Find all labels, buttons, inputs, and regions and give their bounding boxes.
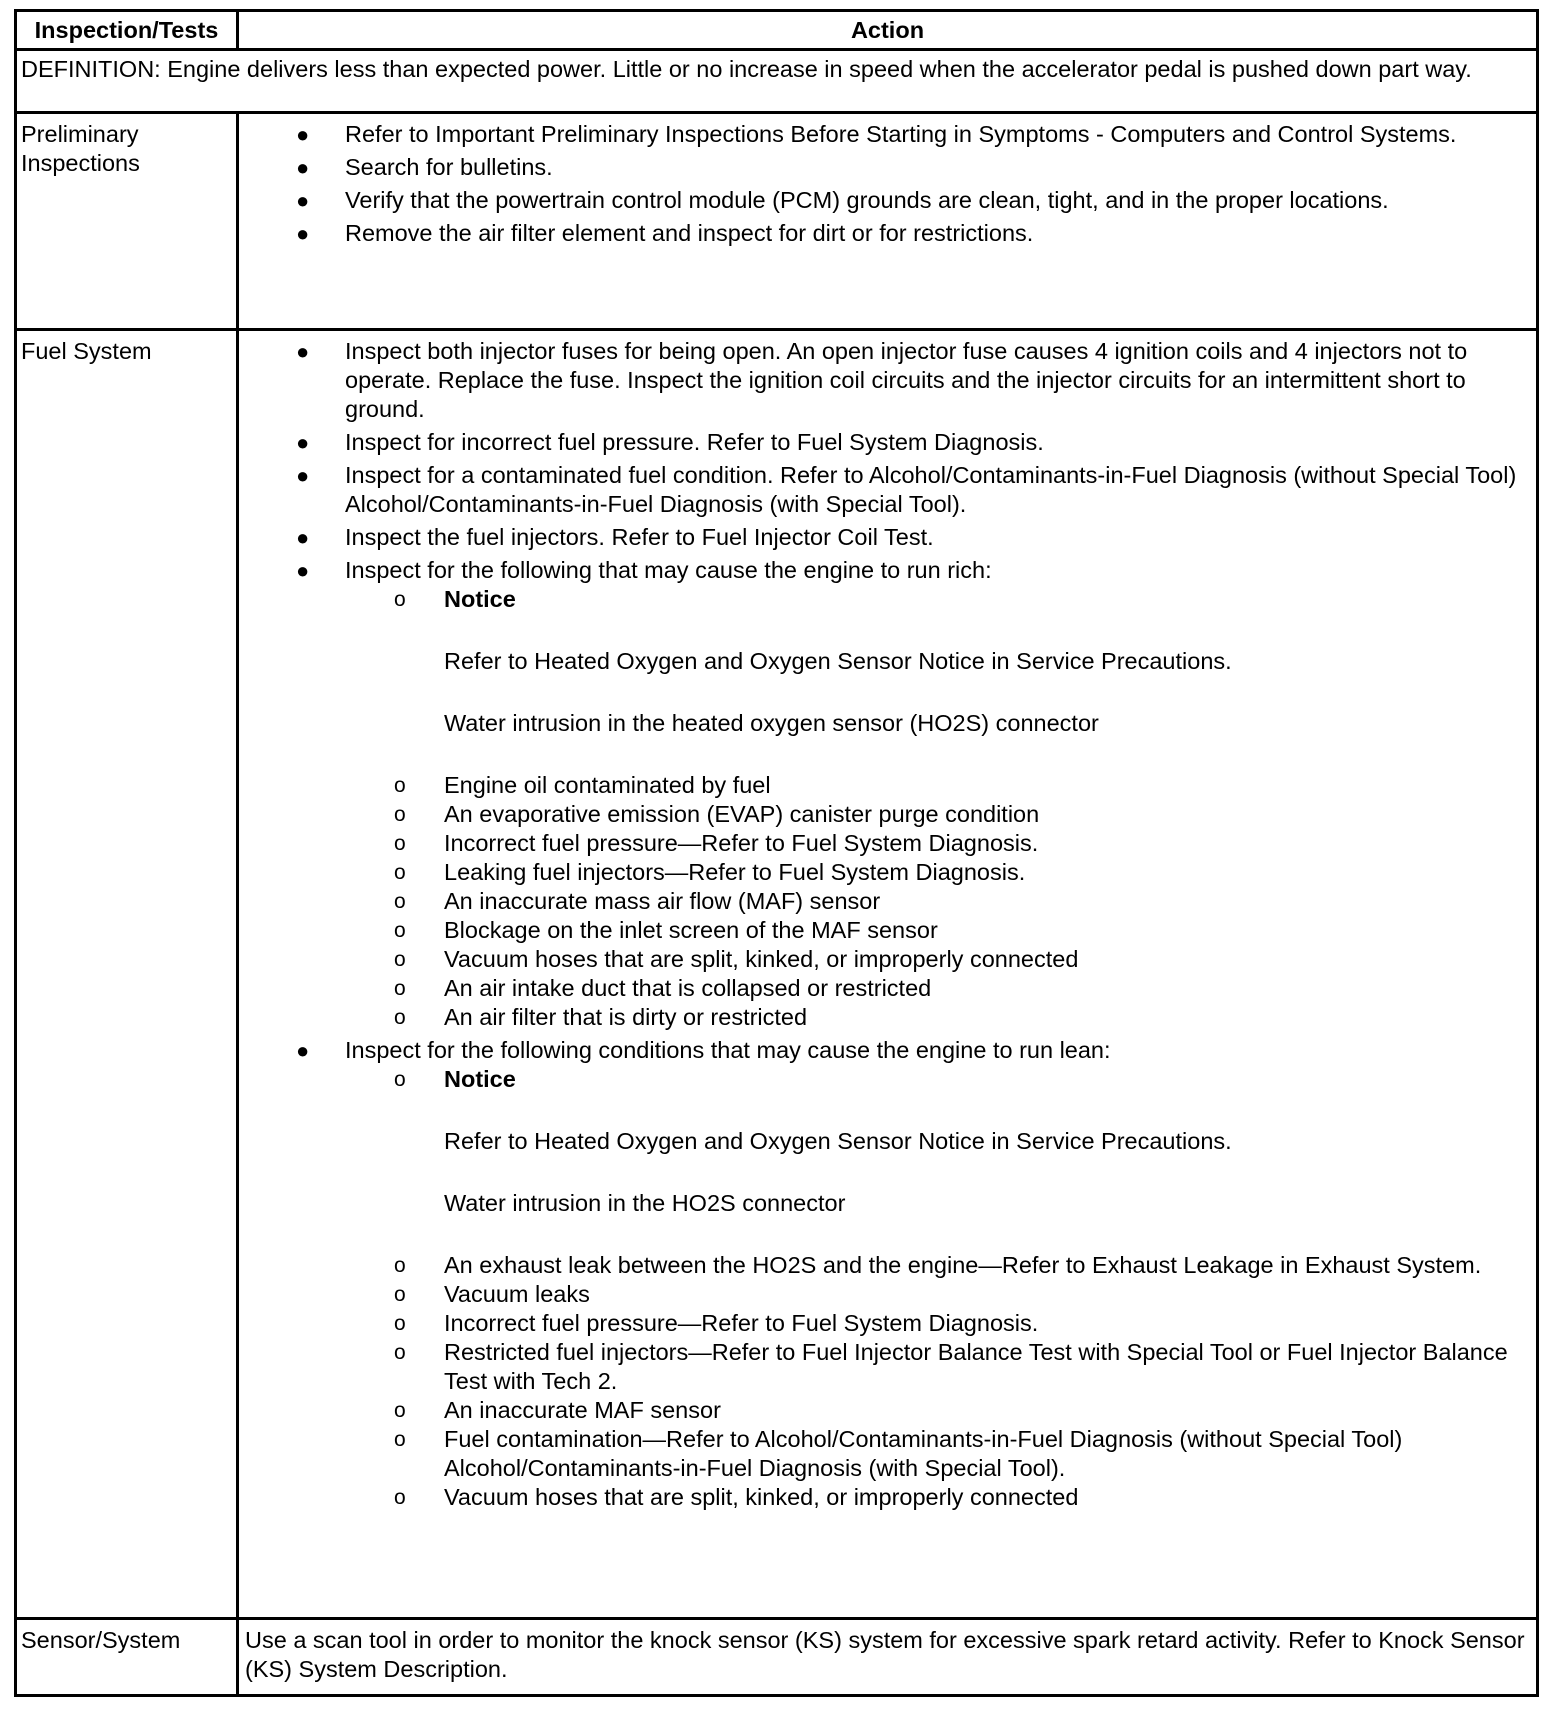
circle-bullet-icon: o	[394, 1312, 406, 1335]
list-item: o Incorrect fuel pressure—Refer to Fuel System Diagnosis.	[394, 1310, 1039, 1336]
list-item: ● Refer to Important Preliminary Inspections Before Starting in Symptoms - Computers and Control Systems.	[296, 121, 1457, 147]
bullet-icon: ●	[296, 558, 310, 583]
circle-bullet-icon: o	[394, 1006, 406, 1029]
preliminary-action	[238, 113, 1538, 330]
bullet-icon: ●	[296, 188, 310, 213]
sensor-system-row	[16, 1619, 1538, 1696]
bullet-icon: ●	[296, 155, 310, 180]
circle-bullet-icon: o	[394, 1428, 406, 1451]
bullet-icon: ●	[296, 430, 310, 455]
list-item: o Vacuum hoses that are split, kinked, or improperly connected	[394, 1484, 1079, 1510]
header-row	[16, 11, 1538, 50]
preliminary-list	[239, 120, 1536, 248]
circle-bullet-icon: o	[394, 919, 406, 942]
sensor-system-action: Use a scan tool in order to monitor the knock sensor (KS) system for excessive spark retard activity. Refer to Knock Sensor (KS) System Description.	[238, 1619, 1538, 1696]
list-item: o Vacuum leaks	[394, 1281, 590, 1307]
notice-text: Water intrusion in the HO2S connector	[444, 1190, 846, 1216]
list-item: o Blockage on the inlet screen of the MAF sensor	[394, 917, 938, 943]
list-item: o Restricted fuel injectors—Refer to Fuel Injector Balance Test with Special Tool or Fuel Injector Balance Test with Tech 2.	[394, 1339, 1508, 1394]
circle-bullet-icon: o	[394, 861, 406, 884]
rich-conditions-item	[239, 556, 1536, 1032]
rich-sublist	[394, 585, 1530, 1032]
circle-bullet-icon: o	[394, 948, 406, 971]
fuel-system-action	[238, 330, 1538, 1619]
rich-intro: Inspect for the following that may cause the engine to run rich:	[345, 557, 992, 583]
list-item: ● Verify that the powertrain control module (PCM) grounds are clean, tight, and in the proper locations.	[296, 187, 1389, 213]
list-item: o An exhaust leak between the HO2S and the engine—Refer to Exhaust Leakage in Exhaust System.	[394, 1252, 1482, 1278]
sensor-system-label: Sensor/System	[16, 1619, 238, 1696]
notice-reference: Refer to Heated Oxygen and Oxygen Sensor Notice in Service Precautions.	[444, 648, 1232, 674]
circle-bullet-icon: o	[394, 1283, 406, 1306]
list-item: o An air intake duct that is collapsed or restricted	[394, 975, 932, 1001]
list-item: ● Inspect for a contaminated fuel condition. Refer to Alcohol/Contaminants-in-Fuel Diagnosis (without Special Tool) Alcohol/Contaminants-in-Fuel Diagnosis (with Special Tool).	[296, 462, 1517, 517]
bullet-icon: ●	[296, 463, 310, 488]
circle-bullet-icon: o	[394, 1399, 406, 1422]
list-item: o An air filter that is dirty or restricted	[394, 1004, 808, 1030]
notice-reference: Refer to Heated Oxygen and Oxygen Sensor Notice in Service Precautions.	[444, 1128, 1232, 1154]
diagnostic-table	[14, 9, 1539, 1697]
fuel-system-row	[16, 330, 1538, 1619]
circle-bullet-icon: o	[394, 890, 406, 913]
circle-bullet-icon: o	[394, 832, 406, 855]
notice-title: Notice	[444, 1066, 516, 1092]
list-item: ● Inspect for incorrect fuel pressure. Refer to Fuel System Diagnosis.	[296, 429, 1044, 455]
rich-notice	[345, 585, 1530, 771]
list-item: o Engine oil contaminated by fuel	[394, 772, 771, 798]
bullet-icon: ●	[296, 122, 310, 147]
list-item: o An inaccurate mass air flow (MAF) sensor	[394, 888, 881, 914]
bullet-icon: ●	[296, 1038, 310, 1063]
fuel-system-list	[239, 337, 1536, 1512]
list-item: ● Remove the air filter element and inspect for dirt or for restrictions.	[296, 220, 1034, 246]
list-item: o Fuel contamination—Refer to Alcohol/Contaminants-in-Fuel Diagnosis (without Special Tool) Alcohol/Contaminants-in-Fuel Diagnosis (with Special Tool).	[394, 1426, 1403, 1481]
lean-intro: Inspect for the following conditions that may cause the engine to run lean:	[345, 1037, 1111, 1063]
bullet-icon: ●	[296, 221, 310, 246]
bullet-icon: ●	[296, 339, 310, 364]
list-item: o An evaporative emission (EVAP) canister purge condition	[394, 801, 1040, 827]
circle-bullet-icon: o	[394, 1486, 406, 1509]
circle-bullet-icon: o	[394, 977, 406, 1000]
list-item: ● Inspect the fuel injectors. Refer to Fuel Injector Coil Test.	[296, 524, 934, 550]
list-item: ● Inspect both injector fuses for being open. An open injector fuse causes 4 ignition coils and 4 injectors not to operate. Replace the fuse. Inspect the ignition coil circuits and the injector circuits for an intermittent short to ground.	[296, 338, 1468, 422]
list-item: o Vacuum hoses that are split, kinked, or improperly connected	[394, 946, 1079, 972]
lean-sublist	[394, 1065, 1530, 1512]
bullet-icon: ●	[296, 525, 310, 550]
preliminary-row	[16, 113, 1538, 330]
list-item: o Leaking fuel injectors—Refer to Fuel System Diagnosis.	[394, 859, 1026, 885]
circle-bullet-icon: o	[394, 1341, 406, 1364]
circle-bullet-icon: o	[394, 803, 406, 826]
header-inspection-tests: Inspection/Tests	[16, 11, 238, 50]
circle-bullet-icon: o	[394, 774, 406, 797]
fuel-system-label: Fuel System	[16, 330, 238, 1619]
header-action: Action	[238, 11, 1538, 50]
circle-bullet-icon: o	[394, 588, 406, 611]
preliminary-label: Preliminary Inspections	[16, 113, 238, 330]
lean-notice	[345, 1065, 1530, 1251]
notice-text: Water intrusion in the heated oxygen sensor (HO2S) connector	[444, 710, 1099, 736]
notice-title: Notice	[444, 586, 516, 612]
circle-bullet-icon: o	[394, 1254, 406, 1277]
definition-row	[16, 50, 1538, 113]
circle-bullet-icon: o	[394, 1068, 406, 1091]
lean-conditions-item	[239, 1036, 1536, 1512]
list-item: ● Search for bulletins.	[296, 154, 553, 180]
list-item: o An inaccurate MAF sensor	[394, 1397, 721, 1423]
list-item: o Incorrect fuel pressure—Refer to Fuel System Diagnosis.	[394, 830, 1039, 856]
definition-text: DEFINITION: Engine delivers less than expected power. Little or no increase in speed when the accelerator pedal is pushed down part way.	[16, 50, 1538, 113]
